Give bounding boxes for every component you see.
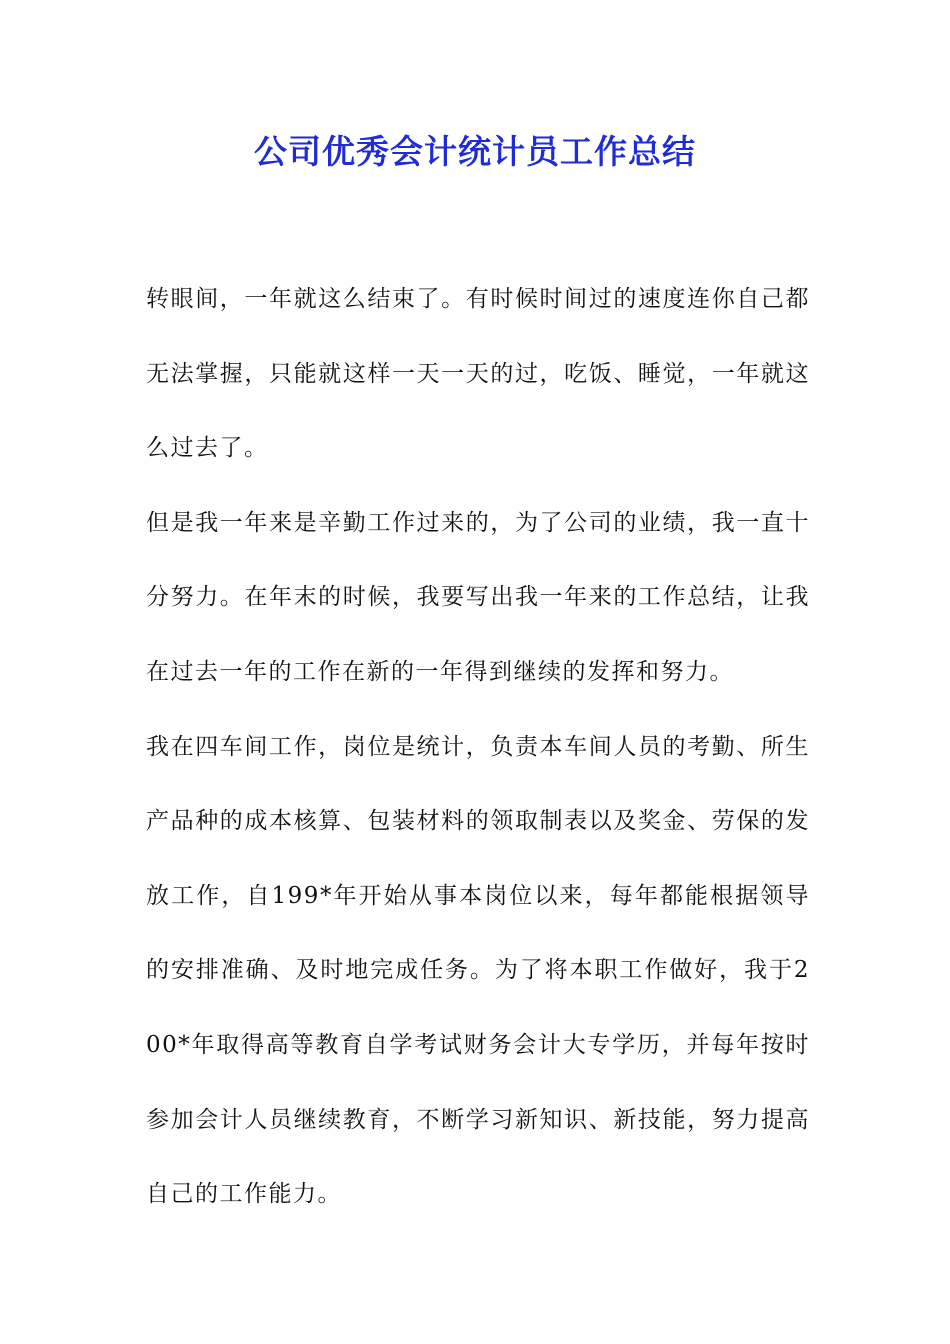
document-body — [146, 262, 810, 1232]
paragraph-3: 我在四车间工作，岗位是统计，负责本车间人员的考勤、所生产品种的成本核算、包装材料的领取制表以及奖金、劳保的发放工作，自199*年开始从事本岗位以来，每年都能根据领导的安排准确、及时地完成任务。为了将本职工作做好，我于200*年取得高等教育自学考试财务会计大专学历，并每年按时参加会计人员继续教育，不断学习新知识、新技能，努力提高自己的工作能力。 — [146, 733, 810, 1208]
paragraph-2: 但是我一年来是辛勤工作过来的，为了公司的业绩，我一直十分努力。在年末的时候，我要写出我一年来的工作总结，让我在过去一年的工作在新的一年得到继续的发挥和努力。 — [146, 509, 810, 685]
document-title: 公司优秀会计统计员工作总结 — [254, 132, 696, 171]
paragraph-1: 转眼间，一年就这么结束了。有时候时间过的速度连你自己都无法掌握，只能就这样一天一天的过，吃饭、睡觉，一年就这么过去了。 — [146, 286, 810, 462]
